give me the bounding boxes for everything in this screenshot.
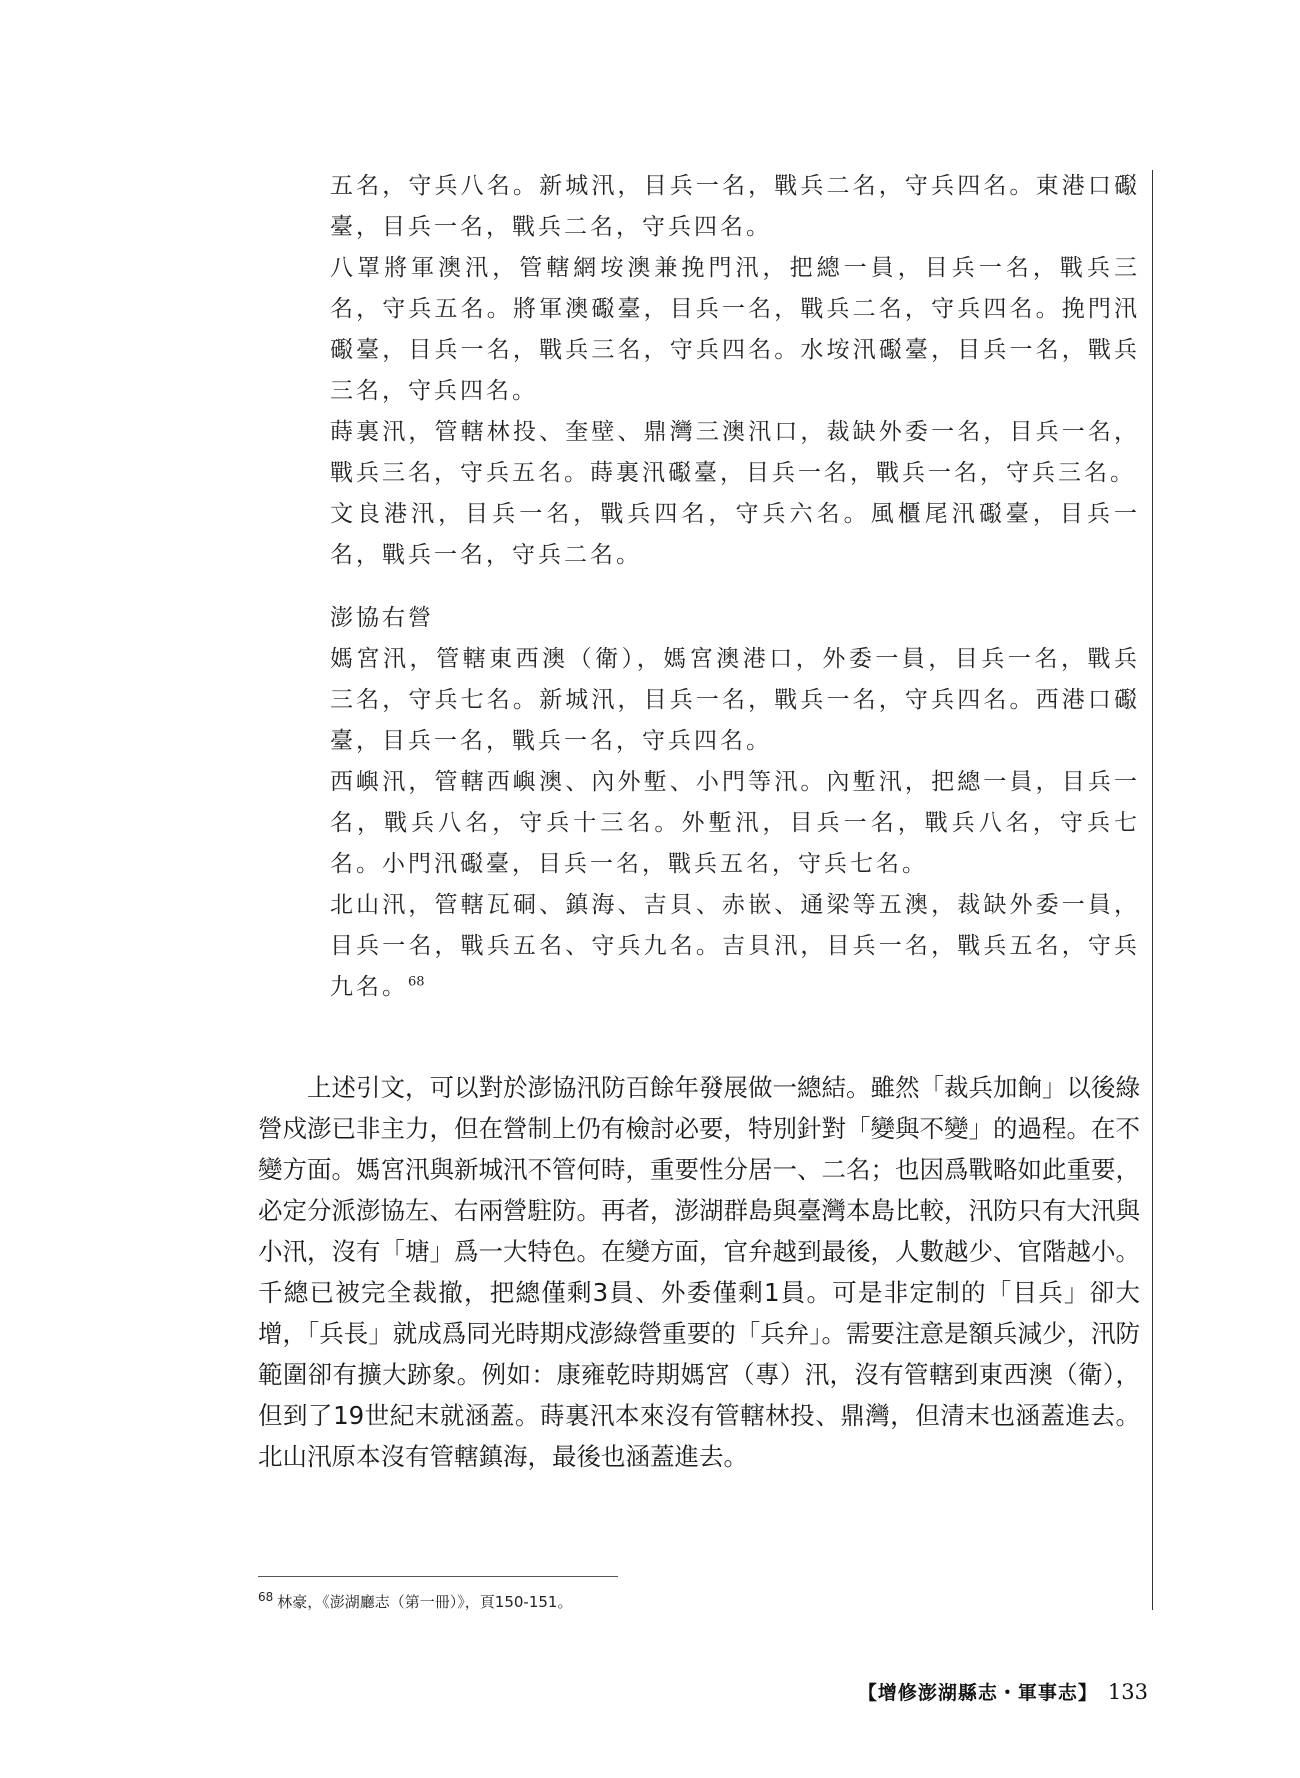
footnote-rule [258,1576,618,1577]
footnote-number: 68 [258,1590,274,1604]
quote-paragraph: 文良港汛，目兵一名，戰兵四名，守兵六名。風櫃尾汛礟臺，目兵一名，戰兵一名，守兵二名。 [330,501,1140,568]
quote-paragraph-last [330,885,1140,1008]
margin-rule [1152,170,1153,1610]
footnote [258,1590,572,1612]
body-text [258,1067,1140,1477]
quote-paragraph: 西嶼汛，管轄西嶼澳、內外塹、小門等汛。內塹汛，把總一員，目兵一名，戰兵八名，守兵十三名。外塹汛，目兵一名，戰兵八名，守兵七名。小門汛礟臺，目兵一名，戰兵五名，守兵七名。 [330,769,1140,877]
quote-section-heading: 澎協右營 [330,605,434,631]
running-footer [858,1678,1148,1705]
book-title: 【增修澎湖縣志・軍事志】 [857,1682,1098,1704]
quoted-passage [330,166,1140,1008]
quote-paragraph: 八罩將軍澳汛，管轄網垵澳兼挽門汛，把總一員，目兵一名，戰兵三名，守兵五名。將軍澳礟臺，目兵一名，戰兵二名，守兵四名。挽門汛礟臺，目兵一名，戰兵三名，守兵四名。水垵汛礟臺，目兵一名，戰兵三名，守兵四名。 [330,255,1140,404]
quote-paragraph-text: 北山汛，管轄瓦硐、鎮海、吉貝、赤嵌、通梁等五澳，裁缺外委一員，目兵一名，戰兵五名、守兵九名。吉貝汛，目兵一名，戰兵五名，守兵九名。 [330,892,1140,1000]
footnote-text: 林豪，《澎湖廳志（第一冊）》，頁150-151。 [277,1593,573,1611]
body-paragraph: 上述引文，可以對於澎協汛防百餘年發展做一總結。雖然「裁兵加餉」以後綠營戍澎已非主力，但在營制上仍有檢討必要，特別針對「變與不變」的過程。在不變方面。媽宮汛與新城汛不管何時，重要性分居一、二名；也因爲戰略如此重要，必定分派澎協左、右兩營駐防。再者，澎湖群島與臺灣本島比較，汛防只有大汛與小汛，沒有「塘」爲一大特色。在變方面，官弁越到最後，人數越少、官階越小。千總已被完全裁撤，把總僅剩3員、外委僅剩1員。可是非定制的「目兵」卻大增，「兵長」就成爲同光時期戍澎綠營重要的「兵弁」。需要注意是額兵減少，汛防範圍卻有擴大跡象。例如：康雍乾時期媽宮（專）汛，沒有管轄到東西澳（衛），但到了19世紀末就涵蓋。蒔裏汛本來沒有管轄林投、鼎灣，但清末也涵蓋進去。北山汛原本沒有管轄鎮海，最後也涵蓋進去。 [258,1073,1140,1471]
quote-paragraph: 媽宮汛，管轄東西澳（衛），媽宮澳港口，外委一員，目兵一名，戰兵三名，守兵七名。新城汛，目兵一名，戰兵一名，守兵四名。西港口礟臺，目兵一名，戰兵一名，守兵四名。 [330,646,1140,754]
quote-paragraph: 五名，守兵八名。新城汛，目兵一名，戰兵二名，守兵四名。東港口礟臺，目兵一名，戰兵二名，守兵四名。 [330,173,1140,240]
quote-paragraph: 蒔裏汛，管轄林投、奎壁、鼎灣三澳汛口，裁缺外委一名，目兵一名，戰兵三名，守兵五名。蒔裏汛礟臺，目兵一名，戰兵一名，守兵三名。 [330,419,1140,486]
page-number: 133 [1107,1680,1148,1704]
footnote-reference: 68 [408,974,425,990]
